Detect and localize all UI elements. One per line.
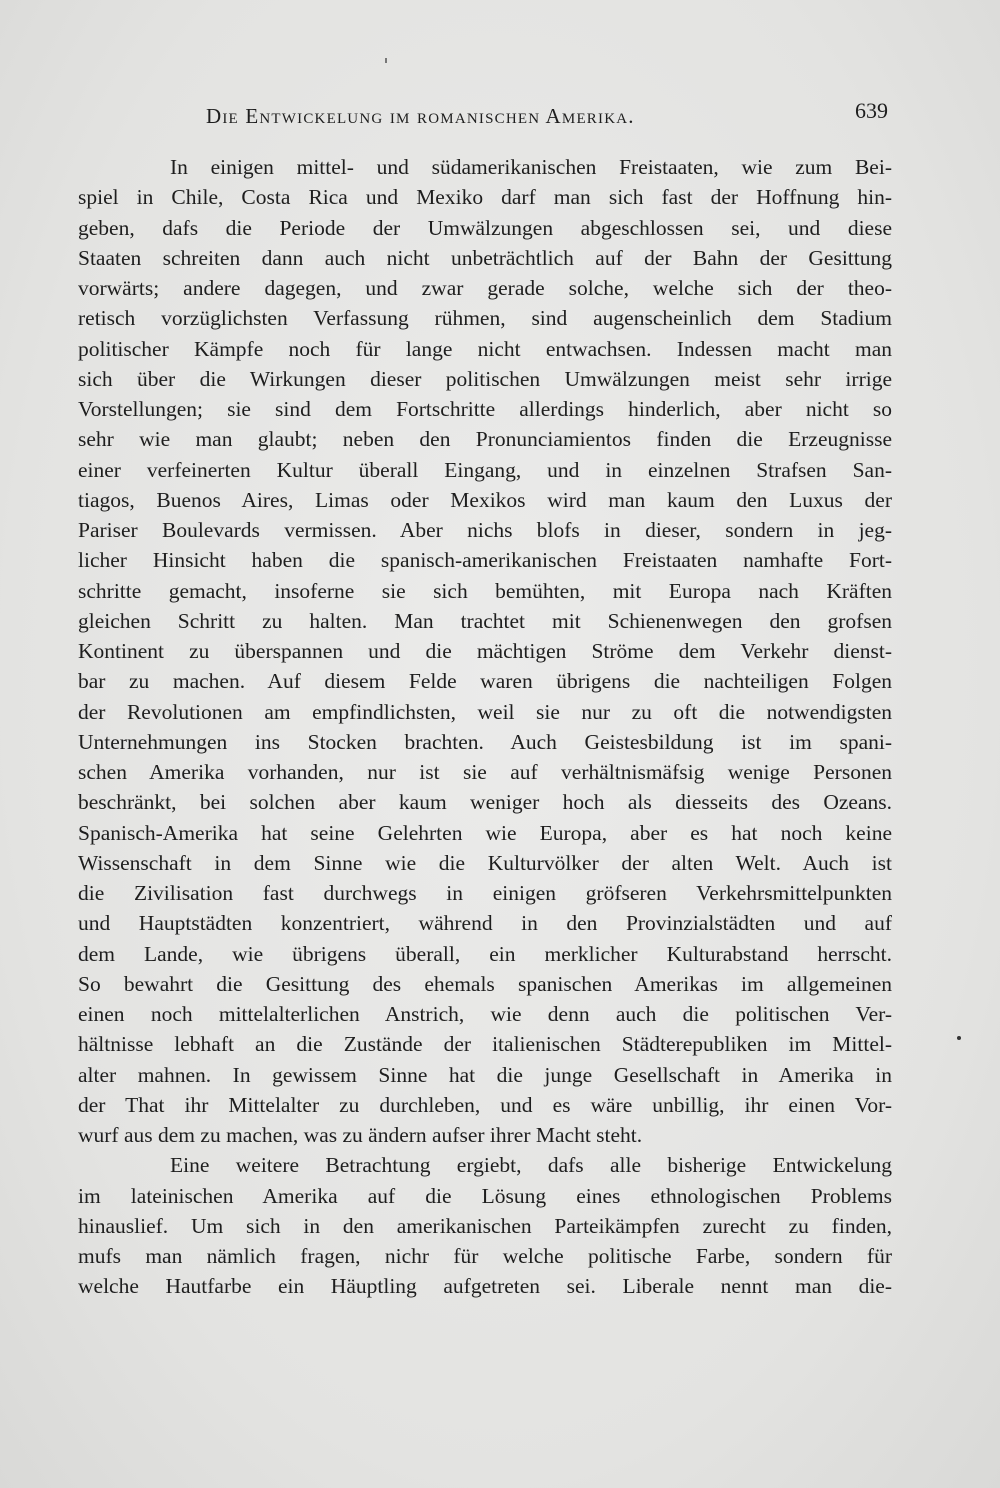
text-line: mufs man nämlich fragen, nichr für welche politische Farbe, sondern für — [78, 1244, 892, 1268]
text-line: Pariser Boulevards vermissen. Aber nichs blofs in dieser, sondern in jeg- — [78, 518, 892, 542]
text-line: einer verfeinerten Kultur überall Eingang, und in einzelnen Strafsen San- — [78, 457, 892, 482]
text-line: schritte gemacht, insoferne sie sich bemühten, mit Europa nach Kräften — [78, 578, 892, 603]
text-line: sich über die Wirkungen dieser politischen Umwälzungen meist sehr irrige — [78, 366, 892, 391]
text-line: im lateinischen Amerika auf die Lösung eines ethnologischen Problems — [78, 1183, 892, 1208]
text-line: gleichen Schritt zu halten. Man trachtet mit Schienenwegen den grofsen — [78, 608, 892, 633]
text-line: hinauslief. Um sich in den amerikanischen Parteikämpfen zurecht zu finden, — [78, 1213, 892, 1238]
text-line: Wissenschaft in dem Sinne wie die Kulturvölker der alten Welt. Auch ist — [78, 850, 892, 875]
paragraph-end-line: wurf aus dem zu machen, was zu ändern aufser ihrer Macht steht. — [78, 1123, 643, 1147]
text-line: die Zivilisation fast durchwegs in einigen gröfseren Verkehrsmittelpunkten — [78, 881, 892, 905]
paper-speck — [385, 58, 387, 63]
text-line: der That ihr Mittelalter zu durchleben, und es wäre unbillig, ihr einen Vor- — [78, 1092, 892, 1117]
running-head: Die Entwickelung im romanischen Amerika. — [206, 104, 635, 128]
paper-speck — [957, 1036, 961, 1040]
text-line: beschränkt, bei solchen aber kaum weniger hoch als diesseits des Ozeans. — [78, 790, 892, 815]
text-line: Staaten schreiten dann auch nicht unbeträchtlich auf der Bahn der Gesittung — [78, 245, 892, 270]
text-line: bar zu machen. Auf diesem Felde waren übrigens die nachteiligen Folgen — [78, 669, 892, 694]
text-line: geben, dafs die Periode der Umwälzungen abgeschlossen sei, und diese — [78, 215, 892, 240]
text-line: der Revolutionen am empfindlichsten, weil sie nur zu oft die notwendigsten — [78, 699, 892, 724]
text-line: Vorstellungen; sie sind dem Fortschritte allerdings hinderlich, aber nicht so — [78, 397, 892, 421]
text-line: alter mahnen. In gewissem Sinne hat die junge Gesellschaft in Amerika in — [78, 1062, 892, 1087]
body-text — [78, 152, 892, 1302]
text-line: Unternehmungen ins Stocken brachten. Auch Geistesbildung ist im spani- — [78, 729, 892, 754]
text-line: licher Hinsicht haben die spanisch-amerikanischen Freistaaten namhafte Fort- — [78, 548, 892, 573]
page-header — [78, 98, 894, 138]
text-line: sehr wie man glaubt; neben den Pronunciamientos finden die Erzeugnisse — [78, 427, 892, 452]
text-line: Spanisch-Amerika hat seine Gelehrten wie Europa, aber es hat noch keine — [78, 820, 892, 845]
text-line: So bewahrt die Gesittung des ehemals spanischen Amerikas im allgemeinen — [78, 971, 892, 996]
text-line: hältnisse lebhaft an die Zustände der italienischen Städterepubliken im Mittel- — [78, 1032, 892, 1057]
text-line: retisch vorzüglichsten Verfassung rühmen, sind augenscheinlich dem Stadium — [78, 306, 892, 331]
text-line: vorwärts; andere dagegen, und zwar gerade solche, welche sich der theo- — [78, 276, 892, 300]
text-line: dem Lande, wie übrigens überall, ein merklicher Kulturabstand herrscht. — [78, 941, 892, 966]
text-line: spiel in Chile, Costa Rica und Mexiko darf man sich fast der Hoffnung hin- — [78, 185, 892, 210]
text-line: schen Amerika vorhanden, nur ist sie auf verhältnismäfsig wenige Personen — [78, 760, 892, 784]
text-line: politischer Kämpfe noch für lange nicht entwachsen. Indessen macht man — [78, 336, 892, 361]
text-line: und Hauptstädten konzentriert, während in den Provinzialstädten und auf — [78, 911, 892, 936]
text-line: tiagos, Buenos Aires, Limas oder Mexikos wird man kaum den Luxus der — [78, 487, 892, 512]
text-line: In einigen mittel- und südamerikanischen Freistaaten, wie zum Bei- — [170, 155, 892, 179]
text-line: einen noch mittelalterlichen Anstrich, wie denn auch die politischen Ver- — [78, 1002, 892, 1026]
text-line: Kontinent zu überspannen und die mächtigen Ströme dem Verkehr dienst- — [78, 639, 892, 663]
text-line: welche Hautfarbe ein Häuptling aufgetreten sei. Liberale nennt man die- — [78, 1274, 892, 1299]
page-number: 639 — [855, 98, 888, 123]
text-line: Eine weitere Betrachtung ergiebt, dafs alle bisherige Entwickelung — [170, 1153, 892, 1178]
